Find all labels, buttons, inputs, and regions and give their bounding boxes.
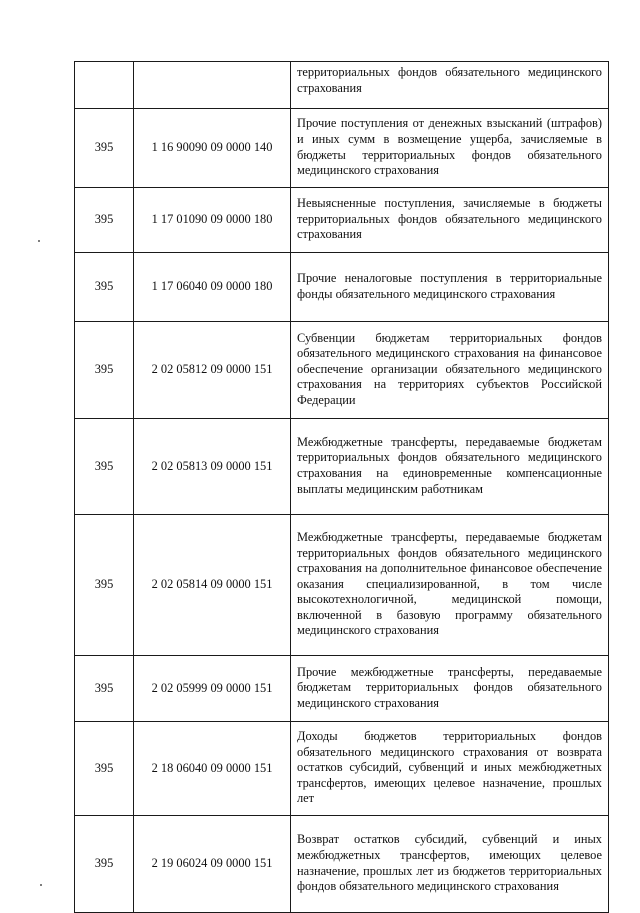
budget-classification-table: [74, 61, 609, 913]
description-cell: Субвенции бюджетам территориальных фондов обязательного медицинского страхования на финансовое обеспечение организации обязательного медицинского страхования на территориях субъектов Российской Федерации: [291, 322, 609, 419]
table-row: [75, 816, 609, 913]
description-cell: Возврат остатков субсидий, субвенций и иных межбюджетных трансфертов, имеющих целевое назначение, прошлых лет из бюджетов территориальных фондов обязательного медицинского страхования: [291, 816, 609, 913]
table-row: [75, 62, 609, 109]
budget-code-cell: [134, 62, 291, 109]
description-cell: Доходы бюджетов территориальных фондов обязательного медицинского страхования от возврата остатков субсидий, субвенций и иных межбюджетных трансфертов, имеющих целевое назначение, прошлых лет: [291, 722, 609, 816]
table-row: [75, 322, 609, 419]
table-row: [75, 188, 609, 253]
budget-code-cell: 2 02 05812 09 0000 151: [134, 322, 291, 419]
table-row: [75, 656, 609, 722]
scan-speck: [40, 884, 42, 886]
admin-code-cell: 395: [75, 322, 134, 419]
budget-code-cell: 2 18 06040 09 0000 151: [134, 722, 291, 816]
admin-code-cell: 395: [75, 253, 134, 322]
description-cell: Невыясненные поступления, зачисляемые в бюджеты территориальных фондов обязательного медицинского страхования: [291, 188, 609, 253]
admin-code-cell: [75, 62, 134, 109]
description-cell: Межбюджетные трансферты, передаваемые бюджетам территориальных фондов обязательного медицинского страхования на дополнительное финансовое обеспечение оказания специализированной, в том числе высокотехнологичной, медицинской помощи, включенной в базовую программу обязательного медицинского страхования: [291, 515, 609, 656]
budget-code-cell: 2 02 05814 09 0000 151: [134, 515, 291, 656]
budget-code-cell: 1 17 01090 09 0000 180: [134, 188, 291, 253]
table-row: [75, 419, 609, 515]
admin-code-cell: 395: [75, 419, 134, 515]
admin-code-cell: 395: [75, 515, 134, 656]
budget-code-cell: 1 16 90090 09 0000 140: [134, 109, 291, 188]
description-cell: Прочие поступления от денежных взысканий (штрафов) и иных сумм в возмещение ущерба, зачисляемые в бюджеты территориальных фондов обязательного медицинского страхования: [291, 109, 609, 188]
description-cell: территориальных фондов обязательного медицинского страхования: [291, 62, 609, 109]
budget-code-cell: 2 02 05813 09 0000 151: [134, 419, 291, 515]
scan-speck: [38, 240, 40, 242]
budget-code-cell: 2 02 05999 09 0000 151: [134, 656, 291, 722]
description-cell: Прочие неналоговые поступления в территориальные фонды обязательного медицинского страхования: [291, 253, 609, 322]
admin-code-cell: 395: [75, 109, 134, 188]
budget-code-cell: 2 19 06024 09 0000 151: [134, 816, 291, 913]
admin-code-cell: 395: [75, 188, 134, 253]
admin-code-cell: 395: [75, 816, 134, 913]
admin-code-cell: 395: [75, 656, 134, 722]
table-row: [75, 515, 609, 656]
budget-code-cell: 1 17 06040 09 0000 180: [134, 253, 291, 322]
table-row: [75, 253, 609, 322]
table-row: [75, 722, 609, 816]
description-cell: Прочие межбюджетные трансферты, передаваемые бюджетам территориальных фондов обязательного медицинского страхования: [291, 656, 609, 722]
table-row: [75, 109, 609, 188]
admin-code-cell: 395: [75, 722, 134, 816]
description-cell: Межбюджетные трансферты, передаваемые бюджетам территориальных фондов обязательного медицинского страхования на единовременные компенсационные выплаты медицинским работникам: [291, 419, 609, 515]
